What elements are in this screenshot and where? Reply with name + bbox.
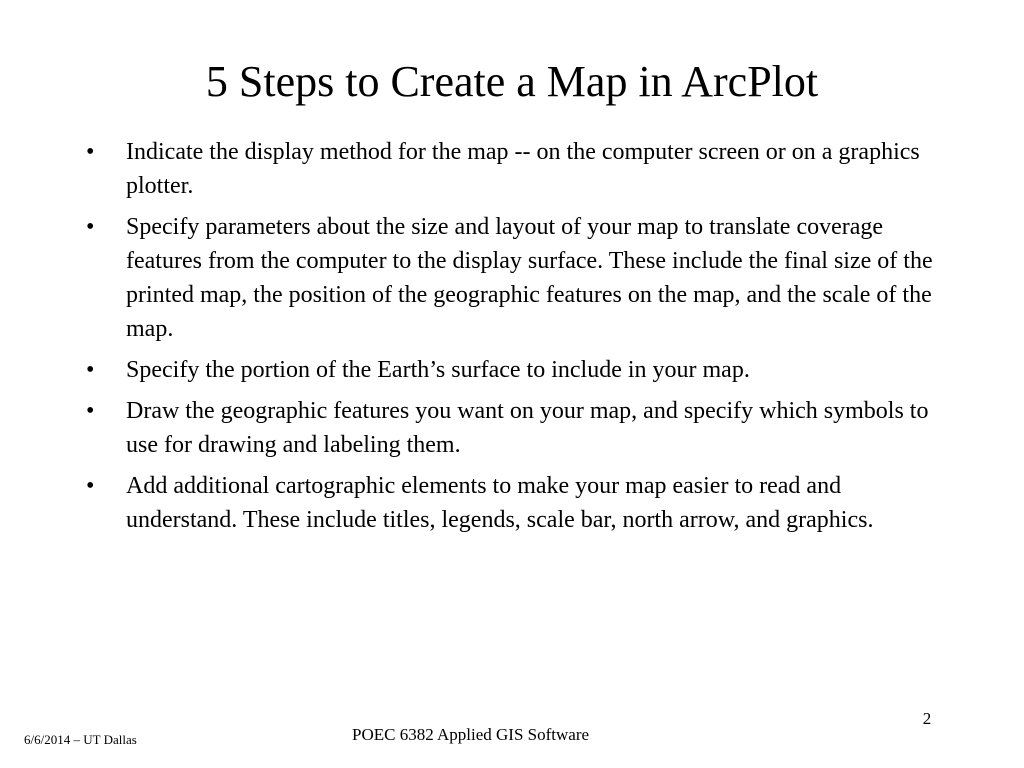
bullet-text: Draw the geographic features you want on your map, and specify which symbols to use for drawing and labeling them. [126,398,929,458]
bullet-icon: • [86,214,95,240]
bullet-text: Specify the portion of the Earth’s surface to include in your map. [126,357,750,383]
bullet-icon: • [86,357,95,383]
bullet-item [86,210,946,346]
bullet-icon: • [86,473,95,499]
bullet-item [86,353,946,387]
bullet-icon: • [86,398,95,424]
page-number: 2 [922,709,932,728]
bullet-text: Indicate the display method for the map -- on the computer screen or on a graphics plotter. [126,139,920,199]
bullet-icon: • [86,139,95,165]
bullet-item [86,394,946,462]
footer-course-title: POEC 6382 Applied GIS Software [352,725,590,744]
bullet-text: Specify parameters about the size and layout of your map to translate coverage features from the computer to the display surface. These include the final size of the printed map, the position of the geographic features on the map, and the scale of the map. [126,214,933,342]
footer-date: 6/6/2014 – UT Dallas [24,732,137,747]
bullet-item [86,469,946,537]
bullet-list [86,135,946,544]
bullet-text: Add additional cartographic elements to make your map easier to read and understand. These include titles, legends, scale bar, north arrow, and graphics. [126,473,874,533]
slide-title: 5 Steps to Create a Map in ArcPlot [205,57,819,106]
bullet-item [86,135,946,203]
